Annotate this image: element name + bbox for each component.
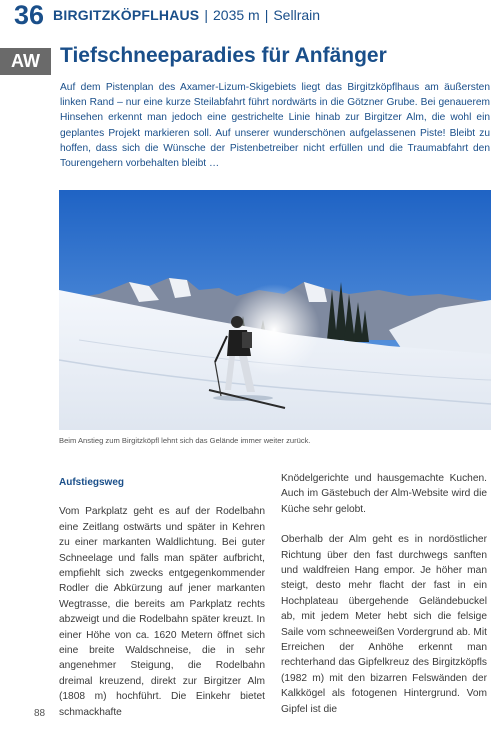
- hut-altitude: 2035 m: [213, 7, 260, 23]
- ski-tour-illustration: [59, 190, 491, 430]
- page-number: 88: [34, 708, 46, 719]
- page-header: [14, 2, 320, 28]
- hut-region: Sellrain: [273, 7, 321, 23]
- intro-paragraph: Auf dem Pistenplan des Axamer-Lizum-Skigebiets liegt das Birgitzköpflhaus am äußersten linken Rand – nur eine kurze Steilabfahrt führt nordwärts in die Götzner Grube. Bei genauerem Hinsehen erkennt man jedoch eine gestrichelte Linie hinab zur Birgitzer Alm, die wohl ein geplantes Projekt markieren soll. Auf unserer wunderschönen aufgelassenen Piste! Bleibt zu hoffen, dass sich die Wünsche der Pistenbetreiber nicht erfüllen und die Traumabfahrt den Tourengehern vorbehalten bleibt …: [60, 82, 490, 170]
- header-separator-2: |: [264, 7, 269, 23]
- header-separator: |: [204, 7, 208, 23]
- header-title: [53, 7, 320, 23]
- difficulty-badge: AW: [0, 48, 51, 75]
- tour-photo: [59, 190, 491, 430]
- ascent-paragraph: Vom Parkplatz geht es auf der Rodelbahn eine Zeitlang ostwärts und später in Kehren zu einer markanten Waldlichtung. Bei guter Schneelage und falls man später aufbricht, empfiehlt sich zwecks entgegenkommender Rodler die Abkürzung auf jener markanten Wegtrasse, die bereits am Parkplatz rechts abzweigt und die Rodelbahn später kreuzt. In einer Höhe von ca. 1620 Metern öffnet sich eine breite Waldschneise, die in sehr angenehmer Steigung, die Rodelbahn dreimal kreuzend, direkt zur Birgitzer Alm (1808 m) hochführt. Die Einkehr bietet schmackhafte: [59, 506, 265, 718]
- page-title: Tiefschneeparadies für Anfänger: [60, 44, 387, 67]
- photo-caption: Beim Anstieg zum Birgitzköpfl lehnt sich das Gelände immer weiter zurück.: [59, 436, 311, 445]
- hut-name: BIRGITZKÖPFLHAUS: [53, 7, 200, 23]
- section-subheading: Aufstiegsweg: [59, 477, 125, 488]
- left-column: [59, 475, 265, 735]
- right-paragraph-2: Oberhalb der Alm geht es in nordöstlicher Richtung über den fast durchwegs sanften und waldfreien Hang empor. Je höher man steigt, desto mehr flacht der fast in ein Hochplateau übergehende Geländebuckel ab, mit jedem Meter hebt sich die felsige Saile vom schneeweißen Vordergrund ab. Mit Erreichen der Anhöhe erkennt man rechterhand das Gipfelkreuz des Birgitzköpfls (1982 m) mit den bizarren Felswänden der Kalkkögel als fotogenen Hintergrund. Vom Gipfel ist die: [281, 534, 487, 715]
- right-paragraph-1: Knödelgerichte und hausgemachte Kuchen. Auch im Gästebuch der Alm-Website wird die Küche sehr gelobt.: [281, 473, 487, 515]
- right-column: [281, 471, 487, 732]
- tour-number: 36: [14, 0, 45, 30]
